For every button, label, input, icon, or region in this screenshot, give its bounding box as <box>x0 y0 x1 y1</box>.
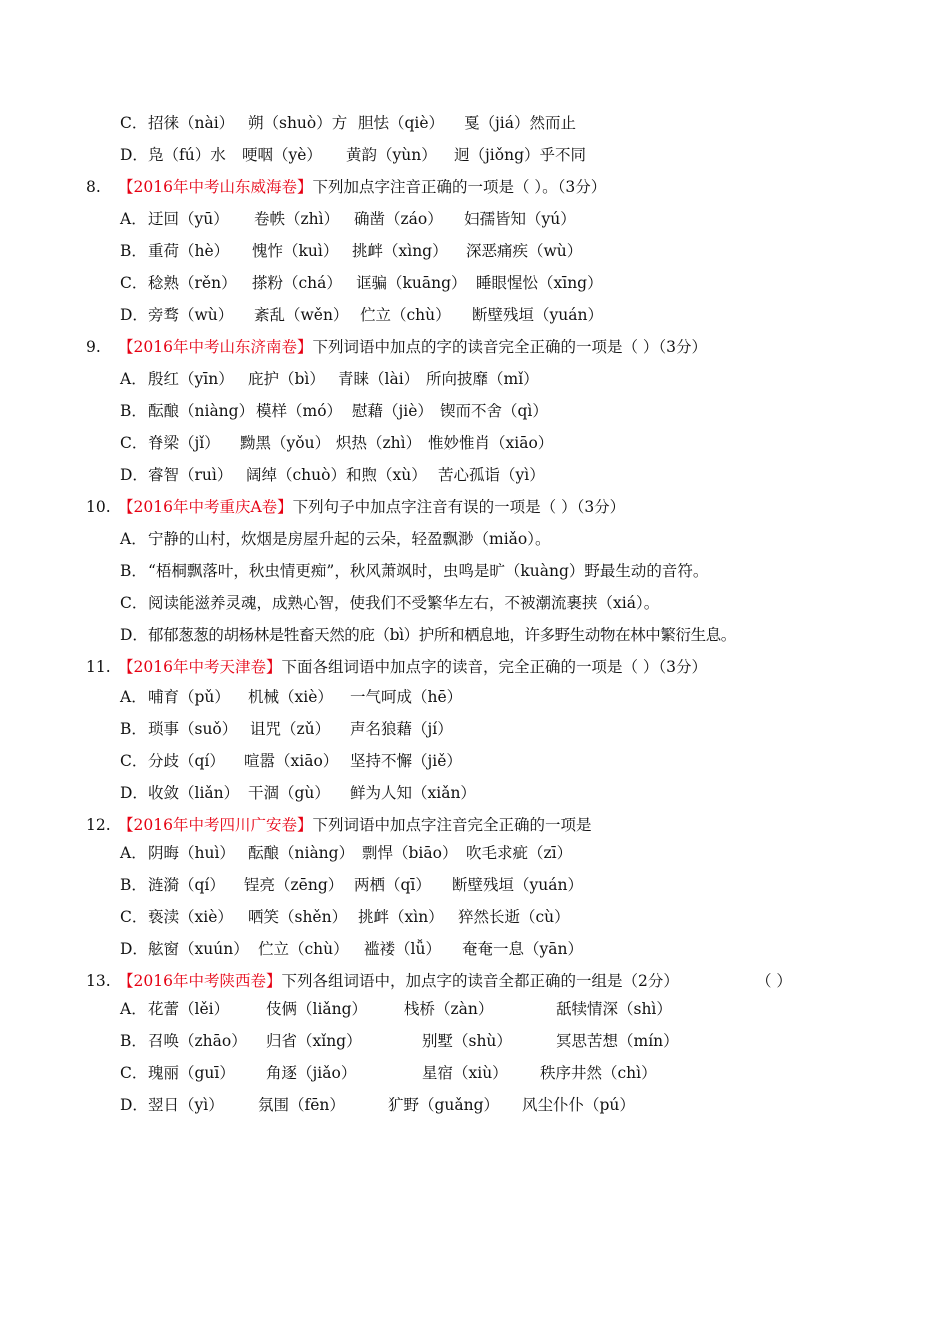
option-label: A． <box>120 370 147 388</box>
option-label: A． <box>120 530 147 548</box>
option-text: “梧桐飘落叶，秋虫情更痴”，秋风萧飒时，虫鸣是旷（kuàng）野最生动的音符。 <box>148 562 709 580</box>
option-item: 别墅（shù） <box>422 1032 512 1050</box>
question-number: 12. <box>86 816 111 834</box>
option-item: 分歧（qí） <box>148 752 225 770</box>
option-item: 诅咒（zǔ） <box>250 720 331 738</box>
option-label: B． <box>120 242 147 260</box>
option-item: 深恶痛疾（wù） <box>466 242 583 260</box>
option-item: 舐犊情深（shì） <box>556 1000 672 1018</box>
question-stem <box>118 173 606 201</box>
question-text: 下列各组词语中，加点字的读音全都正确的一组是（2分） <box>281 972 679 990</box>
answer-paren: （ ） <box>756 972 792 990</box>
option-label: C． <box>120 1064 148 1082</box>
option-item: 确凿（záo） <box>354 210 443 228</box>
option-item: 重荷（hè） <box>148 242 230 260</box>
option-label: A． <box>120 1000 147 1018</box>
option-item: 酝酿（niàng） <box>248 844 355 862</box>
question-number: 11. <box>86 658 111 676</box>
option-item: 召唤（zhāo） <box>148 1032 247 1050</box>
option-item: 妇孺皆知（yú） <box>464 210 576 228</box>
option-item: 所向披靡（mǐ） <box>426 370 539 388</box>
option-label: D． <box>120 1096 148 1114</box>
question-source: 【2016年中考山东威海卷】 <box>118 178 313 196</box>
question-number: 10. <box>86 498 111 516</box>
option-item: 惟妙惟肖（xiāo） <box>428 434 554 452</box>
option-item: 炽热（zhì） <box>336 434 422 452</box>
option-label: A． <box>120 688 147 706</box>
question-stem <box>118 653 707 681</box>
option-label: A． <box>120 844 147 862</box>
option-label: D． <box>120 626 148 644</box>
option-label: C． <box>120 908 148 926</box>
question-stem <box>118 493 625 521</box>
question-text: 下列句子中加点字注音有误的一项是（ ）（3分） <box>292 498 626 516</box>
option-item: 翌日（yì） <box>148 1096 224 1114</box>
question-source: 【2016年中考四川广安卷】 <box>118 816 313 834</box>
option-item: 挑衅（xìn） <box>358 908 444 926</box>
option-item: 锃亮（zēng） <box>244 876 344 894</box>
option-label: D． <box>120 940 148 958</box>
option-item: 庇护（bì） <box>248 370 325 388</box>
option-item: 伫立（chù） <box>258 940 349 958</box>
option-label: C． <box>120 752 148 770</box>
question-text: 下面各组词语中加点字的读音，完全正确的一项是（ ）（3分） <box>281 658 707 676</box>
option-text: 郁郁葱葱的胡杨林是牲畜天然的庇（bì）护所和栖息地，许多野生动物在林中繁衍生息。 <box>148 626 736 644</box>
question-text: 下列加点字注音正确的一项是（ ）。（3分） <box>312 178 607 196</box>
option-item: 瑰丽（guī） <box>148 1064 235 1082</box>
option-label: C． <box>120 114 148 132</box>
option-item: 声名狼藉（jí） <box>350 720 453 738</box>
option-item: 青睐（lài） <box>338 370 420 388</box>
option-item: 慰藉（jiè） <box>352 402 433 420</box>
option-item: 两栖（qī） <box>354 876 431 894</box>
option-item: 褴褛（lǚ） <box>364 940 441 958</box>
option-item: 吹毛求疵（zī） <box>466 844 573 862</box>
option-label: D． <box>120 466 148 484</box>
question-stem <box>118 333 707 361</box>
option-item: 栈桥（zàn） <box>404 1000 494 1018</box>
option-item: 迂回（yū） <box>148 210 229 228</box>
option-label: D． <box>120 146 148 164</box>
option-item: 苦心孤诣（yì） <box>438 466 545 484</box>
option-label: B． <box>120 720 147 738</box>
option-item: 断壁残垣（yuán） <box>452 876 583 894</box>
option-item: 挑衅（xìng） <box>352 242 448 260</box>
option-item: 伎俩（liǎng） <box>266 1000 368 1018</box>
option-item: 黄韵（yùn） <box>346 146 437 164</box>
option-label: C． <box>120 594 148 612</box>
option-item: 哂笑（shěn） <box>248 908 348 926</box>
option-item: 朔（shuò）方 <box>248 114 348 132</box>
question-source: 【2016年中考天津卷】 <box>118 658 282 676</box>
option-item: 戛（jiá）然而止 <box>464 114 577 132</box>
option-item: 殷红（yīn） <box>148 370 234 388</box>
option-item: 琐事（suǒ） <box>148 720 238 738</box>
option-item: 秩序井然（chì） <box>540 1064 657 1082</box>
option-label: B． <box>120 402 147 420</box>
option-item: 招徕（nài） <box>148 114 235 132</box>
option-label: B． <box>120 1032 147 1050</box>
option-text: 宁静的山村，炊烟是房屋升起的云朵，轻盈飘渺（miǎo）。 <box>148 530 551 548</box>
option-item: 干涸（gù） <box>248 784 330 802</box>
option-item: 迥（jiǒng）乎不同 <box>454 146 587 164</box>
option-item: 亵渎（xiè） <box>148 908 233 926</box>
option-item: 阴晦（huì） <box>148 844 235 862</box>
option-label: B． <box>120 562 147 580</box>
question-stem <box>118 811 591 839</box>
question-text: 下列词语中加点的字的读音完全正确的一项是（ ）（3分） <box>312 338 707 356</box>
option-item: 诓骗（kuāng） <box>356 274 467 292</box>
option-item: 旁骛（wù） <box>148 306 234 324</box>
question-text: 下列词语中加点字注音完全正确的一项是 <box>312 816 592 834</box>
option-item: 奄奄一息（yān） <box>462 940 583 958</box>
question-source: 【2016年中考山东济南卷】 <box>118 338 313 356</box>
option-item: 紊乱（wěn） <box>254 306 349 324</box>
option-item: 断壁残垣（yuán） <box>472 306 603 324</box>
option-item: 归省（xǐng） <box>266 1032 362 1050</box>
question-number: 13. <box>86 972 111 990</box>
option-item: 星宿（xiù） <box>422 1064 508 1082</box>
option-item: 和煦（xù） <box>346 466 427 484</box>
option-item: 氛围（fēn） <box>258 1096 345 1114</box>
option-item: 锲而不舍（qì） <box>440 402 548 420</box>
option-item: 犷野（guǎng） <box>388 1096 500 1114</box>
option-item: 稔熟（rěn） <box>148 274 237 292</box>
option-item: 哺育（pǔ） <box>148 688 230 706</box>
option-item: 阔绰（chuò） <box>246 466 346 484</box>
option-item: 卷帙（zhì） <box>254 210 340 228</box>
option-item: 坚持不懈（jiě） <box>350 752 462 770</box>
option-item: 一气呵成（hē） <box>350 688 463 706</box>
option-item: 酝酿（niàng） <box>148 402 255 420</box>
option-item: 脊梁（jǐ） <box>148 434 220 452</box>
option-item: 冥思苦想（mín） <box>556 1032 679 1050</box>
question-number: 9. <box>86 338 101 356</box>
question-source: 【2016年中考重庆A卷】 <box>118 498 293 516</box>
option-item: 伫立（chù） <box>360 306 451 324</box>
option-item: 花蕾（lěi） <box>148 1000 230 1018</box>
option-item: 模样（mó） <box>256 402 343 420</box>
option-item: 剽悍（biāo） <box>362 844 458 862</box>
option-item: 胆怯（qiè） <box>358 114 445 132</box>
option-item: 哽咽（yè） <box>242 146 322 164</box>
option-item: 鲜为人知（xiǎn） <box>350 784 476 802</box>
option-item: 凫（fú）水 <box>148 146 226 164</box>
option-item: 角逐（jiǎo） <box>266 1064 357 1082</box>
option-item: 涟漪（qí） <box>148 876 225 894</box>
option-item: 舷窗（xuún） <box>148 940 249 958</box>
option-item: 睿智（ruì） <box>148 466 233 484</box>
option-item: 收敛（liǎn） <box>148 784 240 802</box>
option-label: A． <box>120 210 147 228</box>
question-number: 8. <box>86 178 101 196</box>
option-item: 风尘仆仆（pú） <box>522 1096 635 1114</box>
option-item: 睡眼惺忪（xīng） <box>476 274 603 292</box>
option-label: C． <box>120 274 148 292</box>
option-label: B． <box>120 876 147 894</box>
option-item: 机械（xiè） <box>248 688 333 706</box>
option-label: C． <box>120 434 148 452</box>
option-label: D． <box>120 784 148 802</box>
question-stem <box>118 967 679 995</box>
option-label: D． <box>120 306 148 324</box>
option-text: 阅读能滋养灵魂，成熟心智，使我们不受繁华左右，不被潮流裹挟（xiá）。 <box>148 594 660 612</box>
option-item: 黝黑（yǒu） <box>240 434 331 452</box>
option-item: 猝然长逝（cù） <box>458 908 570 926</box>
option-item: 喧嚣（xiāo） <box>244 752 339 770</box>
option-item: 搽粉（chá） <box>252 274 342 292</box>
option-item: 愧怍（kuì） <box>252 242 339 260</box>
question-source: 【2016年中考陕西卷】 <box>118 972 282 990</box>
